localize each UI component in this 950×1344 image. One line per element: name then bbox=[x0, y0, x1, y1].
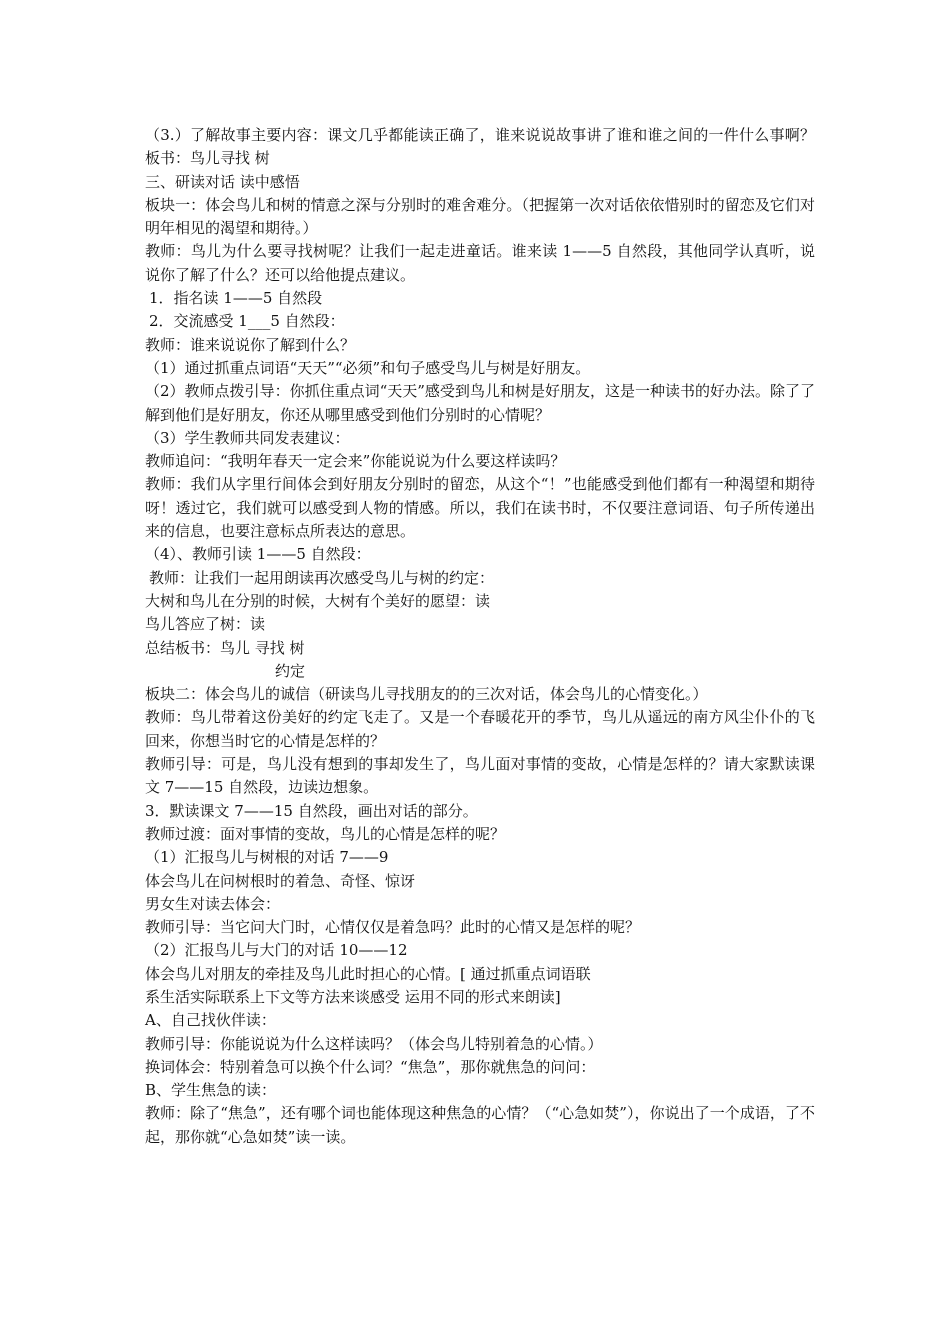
board-summary-sub: 约定 bbox=[275, 661, 306, 680]
paragraph: 教师：让我们一起用朗读再次感受鸟儿与树的约定： bbox=[149, 568, 495, 587]
paragraph: 教师追问：“我明年春天一定会来”你能说说为什么要这样读吗？ bbox=[145, 452, 566, 471]
paragraph: A、自己找伙伴读： bbox=[145, 1011, 276, 1030]
document-page bbox=[145, 124, 815, 1149]
paragraph: （2）汇报鸟儿与大门的对话 10——12 bbox=[145, 941, 408, 960]
paragraph: （1）汇报鸟儿与树根的对话 7——9 bbox=[145, 848, 389, 867]
paragraph: 板块二：体会鸟儿的诚信（研读鸟儿寻找朋友的的三次对话，体会鸟儿的心情变化。） bbox=[145, 685, 708, 704]
paragraph: 教师：我们从字里行间体会到好朋友分别时的留恋，从这个“！”也能感受到他们都有一种渴望和期待呀！透过它，我们就可以感受到人物的情感。所以，我们在读书时，不仅要注意词语、句子所传递出来的信息，也要注意标点所表达的意思。 bbox=[145, 475, 815, 541]
paragraph: 教师过渡：面对事情的变故，鸟儿的心情是怎样的呢？ bbox=[145, 824, 506, 843]
paragraph: （1）通过抓重点词语“天天”“必须”和句子感受鸟儿与树是好朋友。 bbox=[145, 358, 591, 377]
paragraph: （3.）了解故事主要内容：课文几乎都能读正确了，谁来说说故事讲了谁和谁之间的一件什么事啊？板书：鸟儿寻找 树 bbox=[145, 126, 815, 168]
paragraph: 3．默读课文 7——15 自然段，画出对话的部分。 bbox=[145, 801, 478, 820]
paragraph: 教师：鸟儿为什么要寻找树呢？让我们一起走进童话。谁来读 1——5 自然段，其他同学认真听，说说你了解了什么？还可以给他提点建议。 bbox=[145, 242, 815, 284]
paragraph: 鸟儿答应了树：读 bbox=[145, 615, 266, 634]
paragraph: 大树和鸟儿在分别的时候，大树有个美好的愿望：读 bbox=[145, 591, 491, 610]
paragraph: （4）、教师引读 1——5 自然段： bbox=[145, 545, 371, 564]
paragraph: （2）教师点拨引导：你抓住重点词“天天”感受到鸟儿和树是好朋友，这是一种读书的好办法。除了了解到他们是好朋友，你还从哪里感受到他们分别时的心情呢？ bbox=[145, 382, 815, 424]
paragraph: 板块一：体会鸟儿和树的情意之深与分别时的难舍难分。（把握第一次对话依依惜别时的留恋及它们对明年相见的渴望和期待。） bbox=[145, 195, 815, 238]
paragraph: 教师引导：可是，鸟儿没有想到的事却发生了，鸟儿面对事情的变故，心情是怎样的？请大家默读课文 7——15 自然段，边读边想象。 bbox=[145, 755, 815, 797]
list-item: 2．交流感受 1___5 自然段： bbox=[149, 312, 345, 331]
paragraph: （3）学生教师共同发表建议： bbox=[145, 428, 350, 447]
paragraph: 教师引导：当它问大门时，心情仅仅是着急吗？此时的心情又是怎样的呢？ bbox=[145, 918, 641, 937]
paragraph: 换词体会：特别着急可以换个什么词？“焦急”，那你就焦急的问问： bbox=[145, 1057, 596, 1076]
board-summary: 总结板书：鸟儿 寻找 树 bbox=[145, 638, 305, 657]
paragraph: 教师：谁来说说你了解到什么？ bbox=[145, 335, 356, 354]
paragraph: 男女生对读去体会： bbox=[145, 894, 281, 913]
section-heading: 三、研读对话 读中感悟 bbox=[145, 172, 300, 191]
paragraph: 教师：鸟儿带着这份美好的约定飞走了。又是一个春暖花开的季节，鸟儿从遥远的南方风尘仆仆的飞回来，你想当时它的心情是怎样的？ bbox=[145, 708, 815, 750]
paragraph: 体会鸟儿在问树根时的着急、奇怪、惊讶 bbox=[145, 871, 416, 890]
paragraph: B、学生焦急的读： bbox=[145, 1081, 277, 1100]
paragraph: 体会鸟儿对朋友的牵挂及鸟儿此时担心的心情。[ 通过抓重点词语联 bbox=[145, 964, 591, 983]
paragraph: 教师引导：你能说说为什么这样读吗？（体会鸟儿特别着急的心情。） bbox=[145, 1034, 603, 1053]
paragraph: 系生活实际联系上下文等方法来谈感受 运用不同的形式来朗读] bbox=[145, 987, 561, 1006]
paragraph: 教师：除了“焦急”，还有哪个词也能体现这种焦急的心情？（“心急如焚”），你说出了一个成语，了不起，那你就“心急如焚”读一读。 bbox=[145, 1104, 815, 1146]
list-item: 1．指名读 1——5 自然段 bbox=[149, 289, 323, 308]
